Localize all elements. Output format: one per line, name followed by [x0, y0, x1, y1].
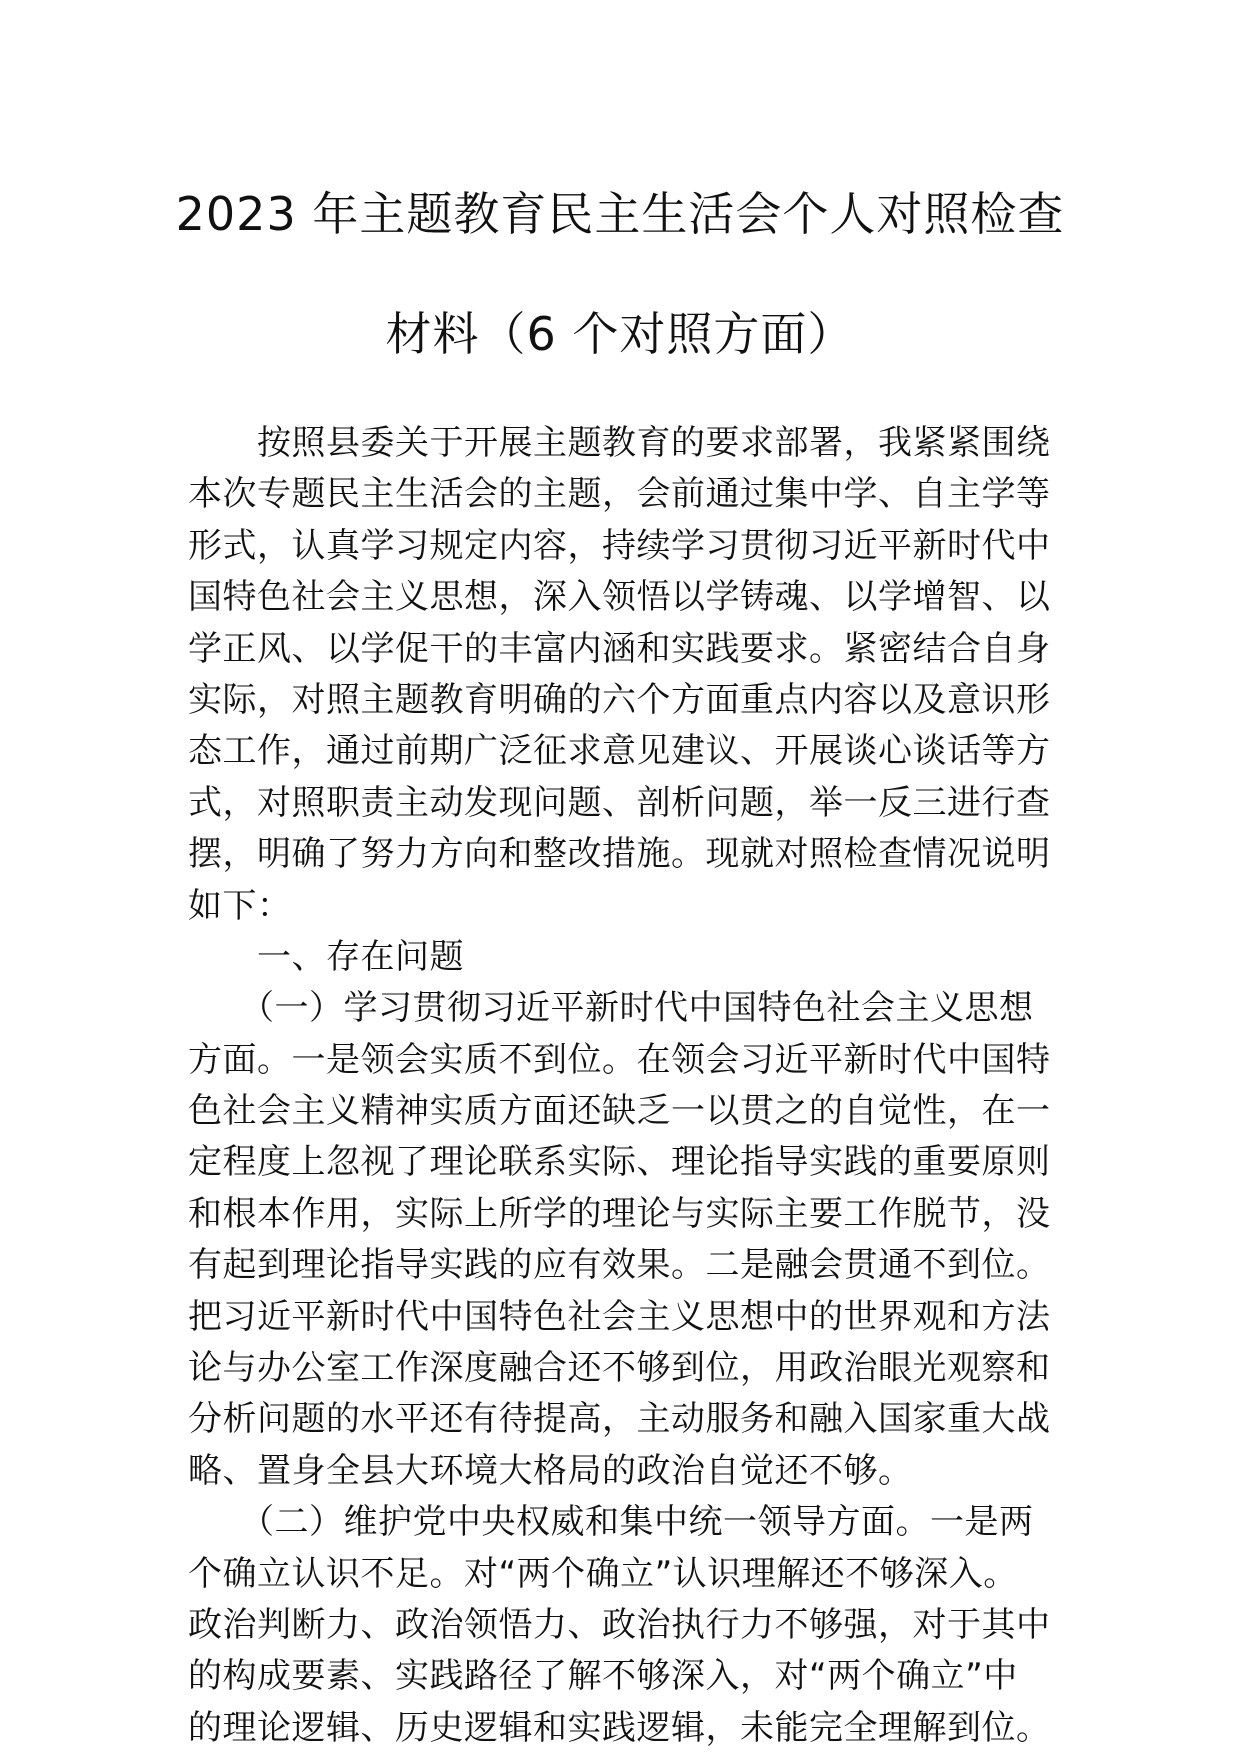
document-title-line-2: 材料（6 个对照方面）	[385, 307, 855, 361]
body-line: 定程度上忽视了理论联系实际、理论指导实践的重要原则	[188, 1142, 1051, 1183]
body-line: 的理论逻辑、历史逻辑和实践逻辑，未能完全理解到位。	[188, 1707, 1051, 1748]
body-line: 政治判断力、政治领悟力、政治执行力不够强，对于其中	[188, 1604, 1051, 1645]
body-line: 的构成要素、实践路径了解不够深入，对“两个确立”中	[188, 1656, 1018, 1697]
body-line: （二）维护党中央权威和集中统一领导方面。一是两	[188, 1502, 1034, 1543]
body-line: 按照县委关于开展主题教育的要求部署，我紧紧围绕	[188, 423, 1051, 463]
body-line: 式，对照职责主动发现问题、剖析问题，举一反三进行查	[188, 782, 1051, 823]
body-line: 个确立认识不足。对“两个确立”认识理解还不够深入。	[188, 1553, 1018, 1594]
document-body	[188, 418, 1054, 1754]
body-line: 国特色社会主义思想，深入领悟以学铸魂、以学增智、以	[188, 577, 1051, 618]
body-line: 把习近平新时代中国特色社会主义思想中的世界观和方法	[188, 1296, 1051, 1337]
body-line: 略、置身全县大环境大格局的政治自觉还不够。	[188, 1450, 913, 1491]
body-line: 学正风、以学促干的丰富内涵和实践要求。紧密结合自身	[188, 628, 1051, 669]
body-line: 实际，对照主题教育明确的六个方面重点内容以及意识形	[188, 679, 1051, 720]
document-title-line-1: 2023 年主题教育民主生活会个人对照检查	[175, 187, 1065, 241]
body-line: 态工作，通过前期广泛征求意见建议、开展谈心谈话等方	[188, 731, 1051, 772]
body-line: 本次专题民主生活会的主题，会前通过集中学、自主学等	[188, 474, 1051, 515]
body-line: 分析问题的水平还有待提高，主动服务和融入国家重大战	[188, 1399, 1051, 1440]
body-line: 方面。一是领会实质不到位。在领会习近平新时代中国特	[188, 1039, 1051, 1080]
body-line: 摆，明确了努力方向和整改措施。现就对照检查情况说明	[188, 834, 1051, 875]
body-line: （一）学习贯彻习近平新时代中国特色社会主义思想	[188, 988, 1034, 1029]
section-heading: 一、存在问题	[188, 936, 464, 977]
body-line: 如下：	[188, 885, 292, 926]
body-line: 有起到理论指导实践的应有效果。二是融会贯通不到位。	[188, 1245, 1051, 1286]
body-line: 形式，认真学习规定内容，持续学习贯彻习近平新时代中	[188, 525, 1051, 566]
body-line: 论与办公室工作深度融合还不够到位，用政治眼光观察和	[188, 1348, 1051, 1389]
body-line: 色社会主义精神实质方面还缺乏一以贯之的自觉性，在一	[188, 1091, 1051, 1132]
body-line: 和根本作用，实际上所学的理论与实际主要工作脱节，没	[188, 1193, 1051, 1234]
